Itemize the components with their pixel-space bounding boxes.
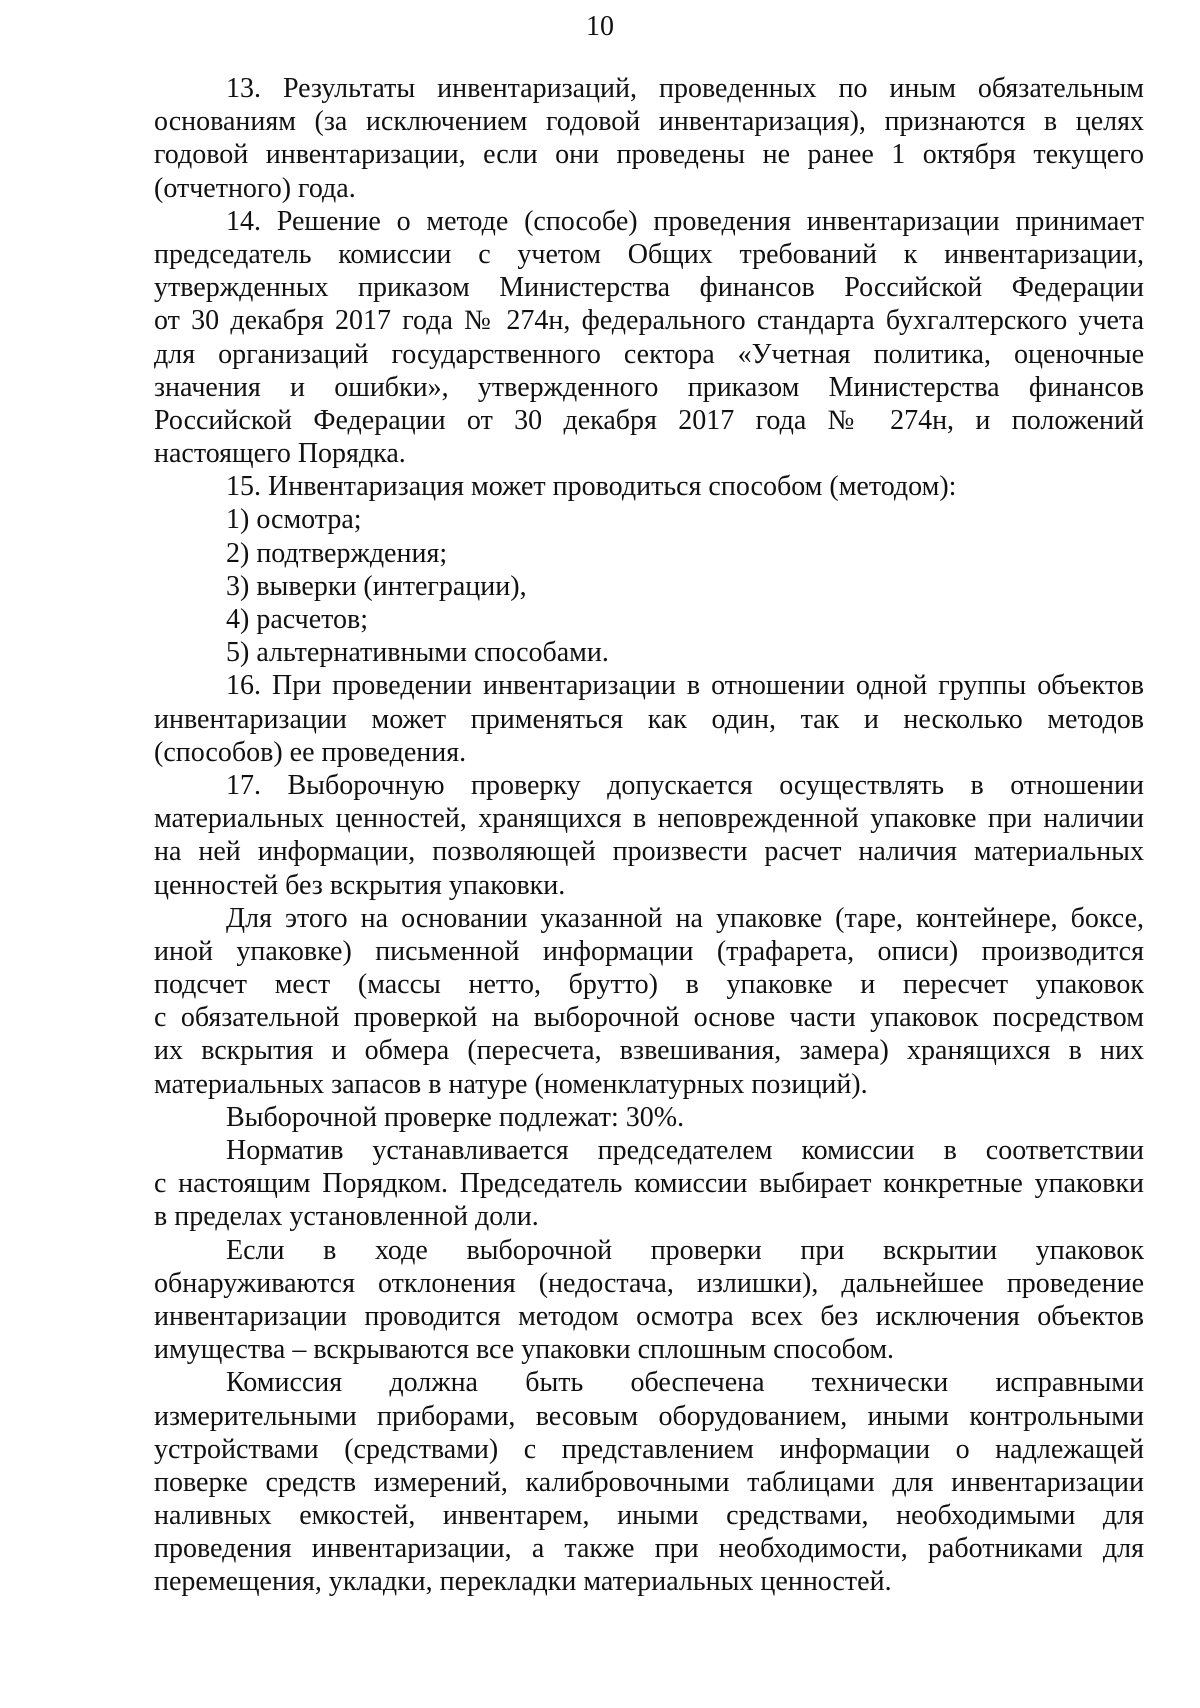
document-line: 3) выверки (интеграции), [226,570,527,602]
document-line: инвентаризации может применяться как один, так и несколько методов [154,703,1144,735]
document-line: Комиссия должна быть обеспечена технически исправными [226,1367,1144,1399]
document-line: настоящего Порядка. [154,438,406,470]
document-line: имущества – вскрываются все упаковки сплошным способом. [154,1334,895,1366]
document-line: 1) осмотра; [226,504,362,536]
document-line: Для этого на основании указанной на упаковке (таре, контейнере, боксе, [226,902,1144,934]
document-line: (отчетного) года. [154,172,356,204]
document-line: измерительными приборами, весовым оборудованием, иными контрольными [154,1400,1144,1432]
document-line: подсчет мест (массы нетто, брутто) в упаковке и пересчет упаковок [154,969,1144,1001]
document-body [154,72,1144,1599]
document-line: с обязательной проверкой на выборочной основе части упаковок посредством [154,1002,1144,1034]
document-line: основаниям (за исключением годовой инвентаризация), признаются в целях [154,106,1144,138]
document-line: 4) расчетов; [226,604,368,635]
document-line: 14. Решение о методе (способе) проведения инвентаризации принимает [226,205,1144,237]
document-line: председатель комиссии с учетом Общих требований к инвентаризации, [154,238,1144,270]
document-line: обнаруживаются отклонения (недостача, излишки), дальнейшее проведение [154,1267,1144,1299]
document-line: ценностей без вскрытия упаковки. [154,869,566,901]
document-line: перемещения, укладки, перекладки материальных ценностей. [154,1566,892,1598]
document-line: с настоящим Порядком. Председатель комиссии выбирает конкретные упаковки [154,1168,1144,1200]
document-line: Норматив устанавливается председателем комиссии в соответствии [226,1135,1144,1166]
document-line: на ней информации, позволяющей произвести расчет наличия материальных [154,836,1144,868]
page-number: 10 [586,11,614,42]
document-line: годовой инвентаризации, если они проведены не ранее 1 октября текущего [154,139,1144,171]
document-line: утвержденных приказом Министерства финансов Российской Федерации [154,272,1144,304]
document-line: 13. Результаты инвентаризаций, проведенных по иным обязательным [226,73,1144,104]
document-line: 2) подтверждения; [226,537,448,569]
document-line: 5) альтернативными способами. [226,637,609,669]
document-line: значения и ошибки», утвержденного приказом Министерства финансов [154,371,1144,403]
document-line: Российской Федерации от 30 декабря 2017 года № 274н, и положений [154,404,1144,436]
document-line: для организаций государственного сектора «Учетная политика, оценочные [154,338,1144,370]
document-line: их вскрытия и обмера (пересчета, взвешивания, замера) хранящихся в них [154,1035,1144,1067]
document-line: устройствами (средствами) с представлением информации о надлежащей [154,1433,1144,1465]
document-line: поверке средств измерений, калибровочными таблицами для инвентаризации [154,1466,1144,1498]
document-line: иной упаковке) письменной информации (трафарета, описи) производится [154,935,1144,967]
document-line: проведения инвентаризации, а также при необходимости, работниками для [154,1533,1144,1565]
document-line: 16. При проведении инвентаризации в отношении одной группы объектов [226,670,1144,702]
document-line: 15. Инвентаризация может проводиться способом (методом): [226,471,957,503]
document-line: Выборочной проверке подлежат: 30%. [226,1101,685,1133]
document-line: в пределах установленной доли. [154,1201,539,1233]
document-line: от 30 декабря 2017 года № 274н, федерального стандарта бухгалтерского учета [154,305,1144,337]
document-line: 17. Выборочную проверку допускается осуществлять в отношении [226,769,1144,801]
document-line: инвентаризации проводится методом осмотра всех без исключения объектов [154,1300,1144,1332]
document-line: материальных ценностей, хранящихся в неповрежденной упаковке при наличии [154,803,1144,835]
document-line: материальных запасов в натуре (номенклатурных позиций). [154,1068,868,1100]
document-line: (способов) ее проведения. [154,736,467,768]
document-line: наливных емкостей, инвентарем, иными средствами, необходимыми для [154,1500,1144,1532]
document-line: Если в ходе выборочной проверки при вскрытии упаковок [226,1234,1144,1266]
